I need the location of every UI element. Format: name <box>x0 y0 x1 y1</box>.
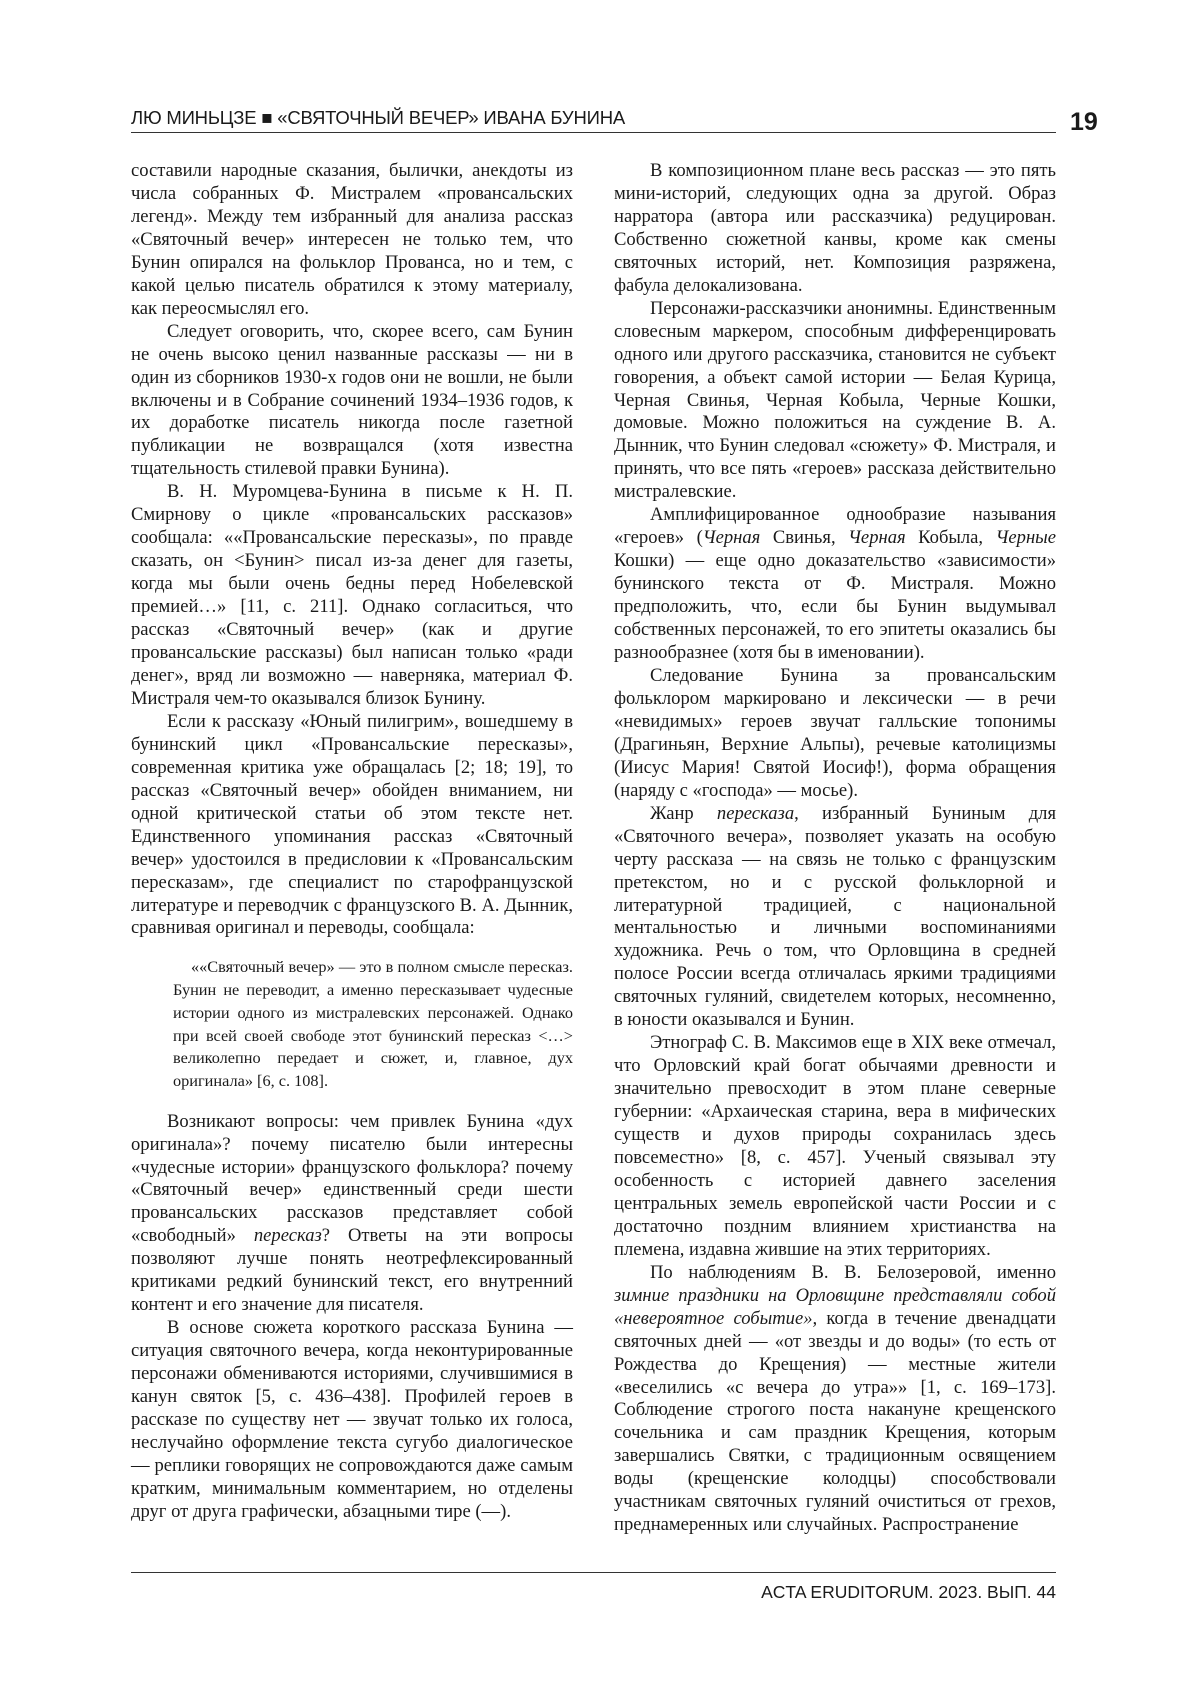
paragraph: В основе сюжета короткого рассказа Бунина — ситуация святочного вечера, когда неконтурированные персонажи обмениваются историями, случившимися в канун святок [5, с. 436–438]. Профилей героев в рассказе по существу нет — звучат только их голоса, неслучайно оформление текста сугубо диалогическое — реплики говорящих не сопровождаются даже самым кратким, минимальным комментарием, но отделены друг от друга графически, абзацными тире (—). <box>131 1317 573 1522</box>
paragraph: Жанр пересказа, избранный Буниным для «Святочного вечера», позволяет указать на особую черту рассказа — на связь не только с французским претекстом, но и с русской фольклорной и литературной традицией, с национальной ментальностью и личными воспоминаниями художника. Речь о том, что Орловщина в средней полосе России всегда отличалась яркими традициями святочных гуляний, свидетелем которых, несомненно, в юности оказывался и Бунин. <box>614 802 1056 1031</box>
paragraph: Амплифицированное однообразие называния «героев» (Черная Свинья, Черная Кобыла, Черные Кошки) — еще одно доказательство «зависимости» бунинского текста от Ф. Мистраля. Можно предположить, что, если бы Бунин выдумывал собственных персонажей, то его эпитеты оказались бы разнообразнее (хотя бы в именовании). <box>614 504 1057 664</box>
running-head: ЛЮ МИНЬЦЗЕ ■ «СВЯТОЧНЫЙ ВЕЧЕР» ИВАНА БУНИНА <box>131 107 626 128</box>
footer-rule <box>131 1572 1056 1573</box>
paragraph: Следование Бунина за провансальским фольклором маркировано и лексически — в речи «невидимых» героев звучат галльские топонимы (Драгиньян, Верхние Альпы), речевые католицизмы (Иисус Мария! Святой Иосиф!), форма обращения (наряду с «господа» — мосье). <box>614 664 1056 801</box>
paragraph: Следует оговорить, что, скорее всего, сам Бунин не очень высоко ценил названные рассказы — ни в один из сборников 1930-х годов они не вошли, не были включены и в Собрание сочинений 1934–1936 годов, к их доработке писатель никогда после газетной публикации не возвращался (хотя известна тщательность стилевой правки Бунина). <box>131 320 573 480</box>
paragraph: В композиционном плане весь рассказ — это пять мини-историй, следующих одна за другой. Образ нарратора (автора или рассказчика) редуцирован. Собственно сюжетной канвы, кроме как смены святочных историй, нет. Композиция разряжена, фабула делокализована. <box>614 160 1056 296</box>
italic-term: Черная <box>848 527 906 549</box>
paragraph: В. Н. Муромцева-Бунина в письме к Н. П. Смирнову о цикле «провансальских рассказов» сообщала: ««Провансальские пересказы», по правде сказать, он <Бунин> писал из-за денег для газеты, когда мы были очень бедны перед Нобелевской премией…» [11, с. 211]. Однако согласиться, что рассказ «Святочный вечер» (как и другие провансальские рассказы) был написан только «ради денег», вряд ли возможно — наверняка, материал Ф. Мистраля чем-то оказывался близок Бунину. <box>131 481 573 709</box>
paragraph: Если к рассказу «Юный пилигрим», вошедшему в бунинский цикл «Провансальские пересказы», современная критика уже обращалась [2; 18; 19], то рассказ «Святочный вечер» обойден вниманием, ни одной критической статьи об этом тексте нет. Единственного упоминания рассказ «Святочный вечер» удостоился в предисловии к «Провансальским пересказам», где специалист по старофранцузской литературе и переводчик с французского В. А. Дынник, сравнивая оригинал и переводы, сообщала: <box>131 710 573 939</box>
italic-term: Черные <box>995 527 1057 549</box>
paragraph: По наблюдениям В. В. Белозеровой, именно зимние праздники на Орловщине представляли собой «невероятное событие», когда в течение двенадцати святочных дней — «от звезды и до воды» (то есть от Рождества до Крещения) — местные жители «веселились «с вечера до утра»» [1, с. 169–173]. Соблюдение строгого поста накануне крещенского сочельника и сам праздник Крещения, которым завершались Святки, с традиционным освящением воды (крещенские колодцы) способствовали участникам святочных гуляний очиститься от грехов, преднамеренных или случайных. Распространение <box>614 1261 1056 1536</box>
paragraph: Этнограф С. В. Максимов еще в XIX веке отмечал, что Орловский край богат обычаями древности и значительно превосходит в этом плане северные губернии: «Архаическая старина, вера в мифических существ и духов природы сохранилась здесь повсеместно» [8, с. 457]. Ученый связывал эту особенность с историей давнего заселения центральных земель европейской части России и с достаточно поздним влиянием христианства на племена, издавна жившие на этих территориях. <box>614 1032 1056 1260</box>
italic-term: пересказ <box>253 1225 322 1247</box>
block-quote: ««Святочный вечер» — это в полном смысле пересказ. Бунин не переводит, а именно пересказывает чудесные истории одного из мистралевских персонажей. Однако при всей своей свободе этот бунинский пересказ <…> великолепно передает и сюжет, и, главное, дух оригинала» [6, с. 108]. <box>173 957 573 1090</box>
right-column <box>614 160 1056 1537</box>
header-rule <box>131 132 1056 133</box>
italic-term: пересказа <box>716 802 795 824</box>
paragraph: Персонажи-рассказчики анонимны. Единственным словесным маркером, способным дифференцировать одного или другого рассказчика, становится не субъект говорения, а объект самой истории — Белая Курица, Черная Свинья, Черная Кобыла, Черные Кошки, домовые. Можно положиться на суждение В. А. Дынник, что Бунин следовал «сюжету» Ф. Мистраля, и принять, что все пять «героев» рассказа действительно мистралевские. <box>614 297 1056 503</box>
page-number: 19 <box>1070 108 1098 136</box>
journal-footer: ACTA ERUDITORUM. 2023. ВЫП. 44 <box>761 1582 1056 1602</box>
italic-term: зимние праздники на Орловщине представляли собой «невероятное событие», <box>614 1284 1056 1329</box>
italic-term: Черная <box>702 527 761 549</box>
paragraph: составили народные сказания, былички, анекдоты из числа собранных Ф. Мистралем «провансальских легенд». Между тем избранный для анализа рассказ «Святочный вечер» интересен не только тем, что Бунин опирался на фольклор Прованса, но и тем, с какой целью писатель обратился к этому материалу, как переосмыслял его. <box>131 160 573 319</box>
paragraph: Возникают вопросы: чем привлек Бунина «дух оригинала»? почему писателю были интересны «чудесные истории» французского фольклора? почему «Святочный вечер» единственный среди шести провансальских рассказов представляет собой «свободный» пересказ? Ответы на эти вопросы позволяют лучше понять неотрефлексированный критиками редкий бунинский текст, его внутренний контент и его значение для писателя. <box>131 1110 573 1316</box>
left-column <box>131 160 573 1524</box>
